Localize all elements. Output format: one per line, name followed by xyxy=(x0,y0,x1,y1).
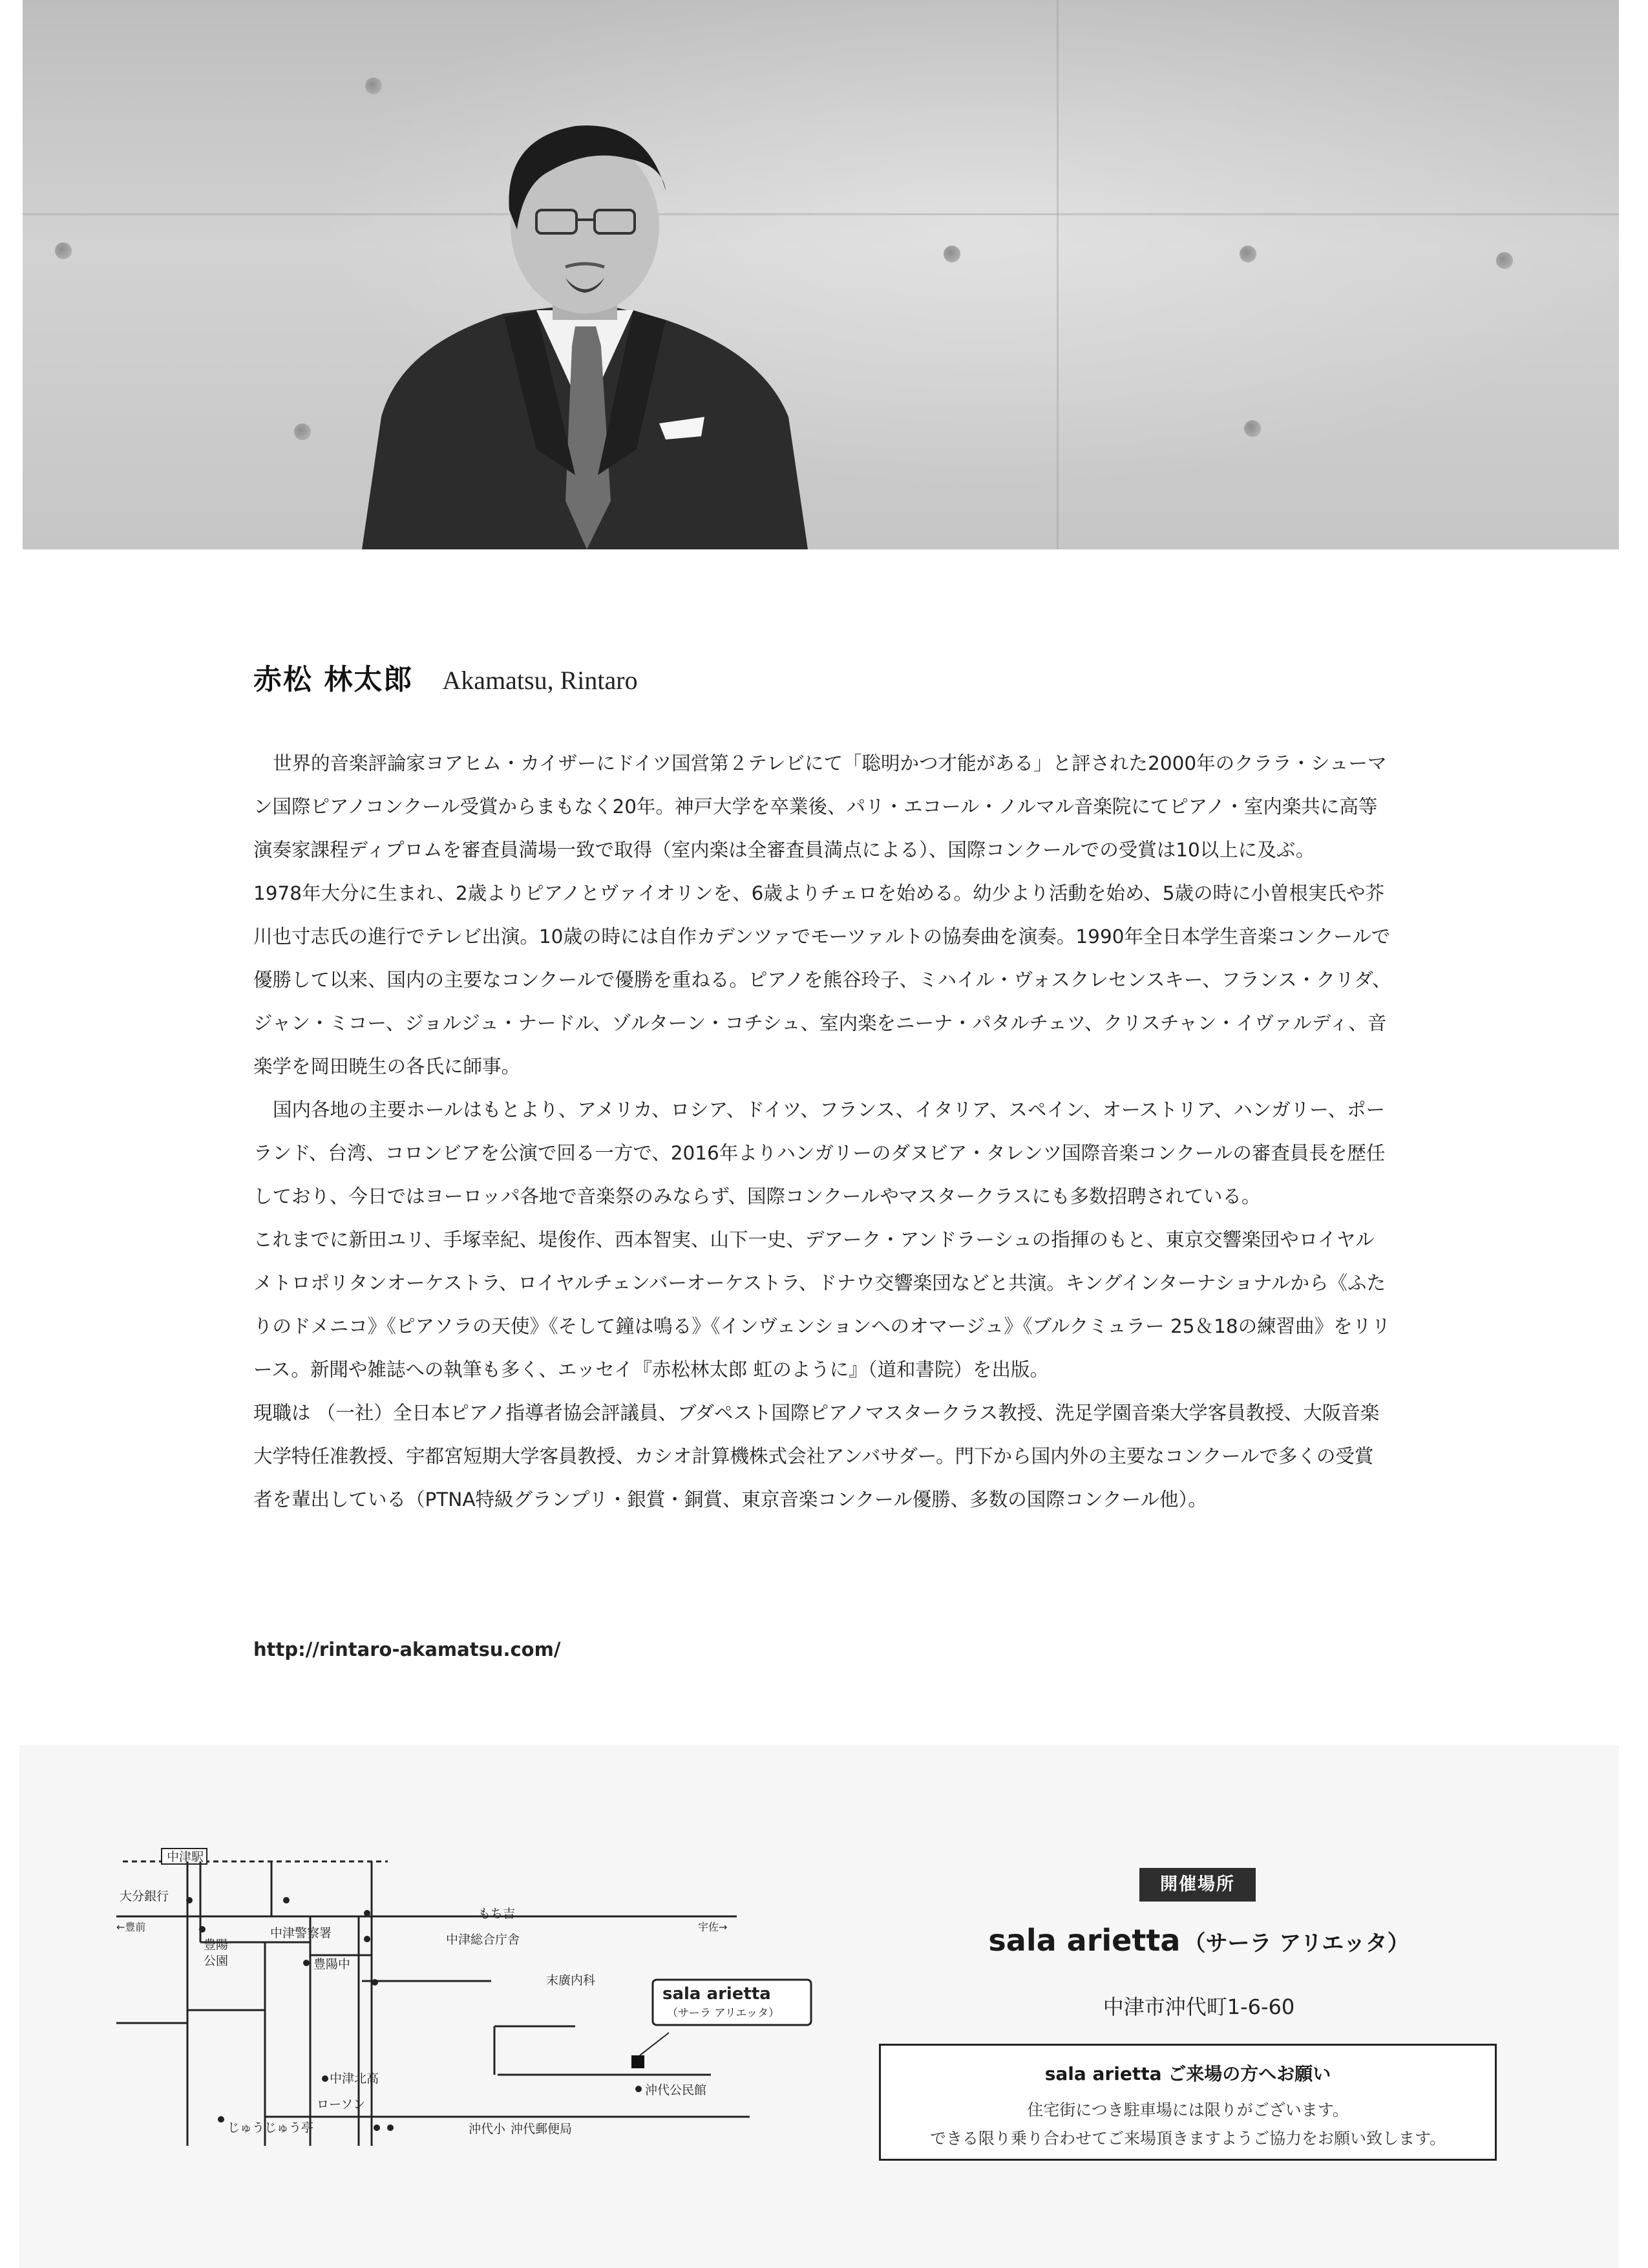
wall-seam xyxy=(1057,0,1059,549)
venue-name xyxy=(982,1923,1415,1958)
station-label: 中津駅 xyxy=(167,1850,204,1864)
map-label: 沖代郵便局 xyxy=(511,2122,573,2136)
wall-hole xyxy=(1496,252,1513,269)
map-label: じゅうじゅう亭 xyxy=(227,2121,314,2135)
map-label: 末廣内科 xyxy=(546,1973,596,1987)
map-label: 中津総合庁舎 xyxy=(446,1933,520,1947)
bio-paragraph: 世界的音楽評論家ヨアヒム・カイザーにドイツ国営第２テレビにて「聡明かつ才能がある」と評された2000年のクララ・シューマン国際ピアノコンクール受賞からまもなく20年。神戸大学を卒業後、パリ・エコール・ノルマル音楽院にてピアノ・室内楽共に高等演奏家課程ディプロムを審査員満場一致で取得（室内楽は全審査員満点による）、国際コンクールでの受賞は10以上に及ぶ。 xyxy=(253,752,1387,861)
wall-hole xyxy=(1240,246,1256,262)
map-label: 大分銀行 xyxy=(120,1889,169,1903)
wall-hole xyxy=(55,242,72,259)
bio-paragraph: 1978年大分に生まれ、2歳よりピアノとヴァイオリンを、6歳よりチェロを始める。幼少より活動を始め、5歳の時に小曽根実氏や芥川也寸志氏の進行でテレビ出演。10歳の時には自作カデンツァでモーツァルトの協奏曲を演奏。1990年全日本学生音楽コンクールで優勝して以来、国内の主要なコンクールで優勝を重ねる。ピアノを熊谷玲子、ミハイル・ヴォスクレセンスキー、フランス・クリダ、ジャン・ミコー、ジョルジュ・ナードル、ゾルターン・コチシュ、室内楽をニーナ・パタルチェツ、クリスチャン・イヴァルディ、音楽学を岡田暁生の各氏に師事。 xyxy=(253,882,1391,1077)
venue-badge: 開催場所 xyxy=(1139,1868,1256,1902)
map-label: 宇佐→ xyxy=(698,1921,728,1933)
notice-line: できる限り乗り合わせてご来場頂きますようご協力をお願い致します。 xyxy=(929,2129,1446,2148)
map-label: 豊陽中 xyxy=(313,1957,351,1971)
map-label: 中津警察署 xyxy=(270,1926,332,1940)
map-label: 中津北高 xyxy=(330,2072,379,2086)
wall-hole xyxy=(944,246,960,262)
venue-callout-name: sala arietta xyxy=(662,1984,771,2004)
landmark-dots xyxy=(186,1897,642,2131)
artist-name-jp: 赤松 林太郎 xyxy=(253,663,414,696)
website-link[interactable]: http://rintaro-akamatsu.com/ xyxy=(253,1638,561,1660)
venue-name-en: sala arietta xyxy=(988,1923,1181,1958)
venue-name-jp: （サーラ アリエッタ） xyxy=(1183,1931,1410,1956)
venue-pointer xyxy=(640,2033,669,2055)
artist-name-en: Akamatsu, Rintaro xyxy=(442,666,638,695)
wall-hole xyxy=(365,78,382,94)
bio-paragraph: これまでに新田ユリ、手塚幸紀、堤俊作、西本智実、山下一史、デアーク・アンドラーシュの指揮のもと、東京交響楽団やロイヤルメトロポリタンオーケストラ、ロイヤルチェンバーオーケストラ、ドナウ交響楽団などと共演。キングインターナショナルから《ふたりのドメニコ》《ピアソラの天使》《そして鐘は鳴る》《インヴェンションへのオマージュ》《ブルクミュラー 25＆18の練習曲》をリリース。新聞や雑誌への執筆も多く、エッセイ『赤松林太郎 虹のように』（道和書院）を出版。 xyxy=(253,1229,1391,1381)
wall-hole xyxy=(1244,420,1261,437)
venue-marker xyxy=(631,2055,644,2068)
map-label: 豊陽 xyxy=(204,1938,229,1952)
venue-address: 中津市沖代町1-6-60 xyxy=(1103,1995,1295,2019)
biography xyxy=(253,742,1392,1521)
visitor-notice xyxy=(879,2044,1497,2161)
map-label: 沖代公民館 xyxy=(645,2083,707,2097)
portrait-figure xyxy=(343,113,824,549)
map-label: 公園 xyxy=(204,1954,229,1968)
venue-callout-kana: （サーラ アリエッタ） xyxy=(667,2007,780,2020)
notice-line: 住宅街につき駐車場には限りがございます。 xyxy=(1027,2101,1349,2119)
bio-paragraph: 現職は （一社）全日本ピアノ指導者協会評議員、ブダペスト国際ピアノマスタークラス教授、洗足学園音楽大学客員教授、大阪音楽大学特任准教授、宇都宮短期大学客員教授、カシオ計算機株式会社アンバサダー。門下から国内外の主要なコンクールで多くの受賞者を輩出している（PTNA特級グランプリ・銀賞・銅賞、東京音楽コンクール優勝、多数の国際コンクール他）。 xyxy=(253,1402,1380,1510)
artist-photo xyxy=(23,0,1619,549)
wall-hole xyxy=(294,423,311,440)
access-map xyxy=(116,1829,821,2146)
map-label: ローソン xyxy=(317,2097,366,2112)
map-label: もち吉 xyxy=(478,1907,516,1921)
map-label: ←豊前 xyxy=(116,1921,146,1933)
bio-paragraph: 国内各地の主要ホールはもとより、アメリカ、ロシア、ドイツ、フランス、イタリア、スペイン、オーストリア、ハンガリー、ポーランド、台湾、コロンビアを公演で回る一方で、2016年よりハンガリーのダヌビア・タレンツ国際音楽コンクールの審査員長を歴任しており、今日ではヨーロッパ各地で音楽祭のみならず、国際コンクールやマスタークラスにも多数招聘されている。 xyxy=(253,1099,1386,1207)
map-label: 沖代小 xyxy=(469,2122,506,2136)
artist-name xyxy=(253,656,638,697)
notice-title: sala arietta ご来場の方へお願い xyxy=(1044,2063,1331,2084)
